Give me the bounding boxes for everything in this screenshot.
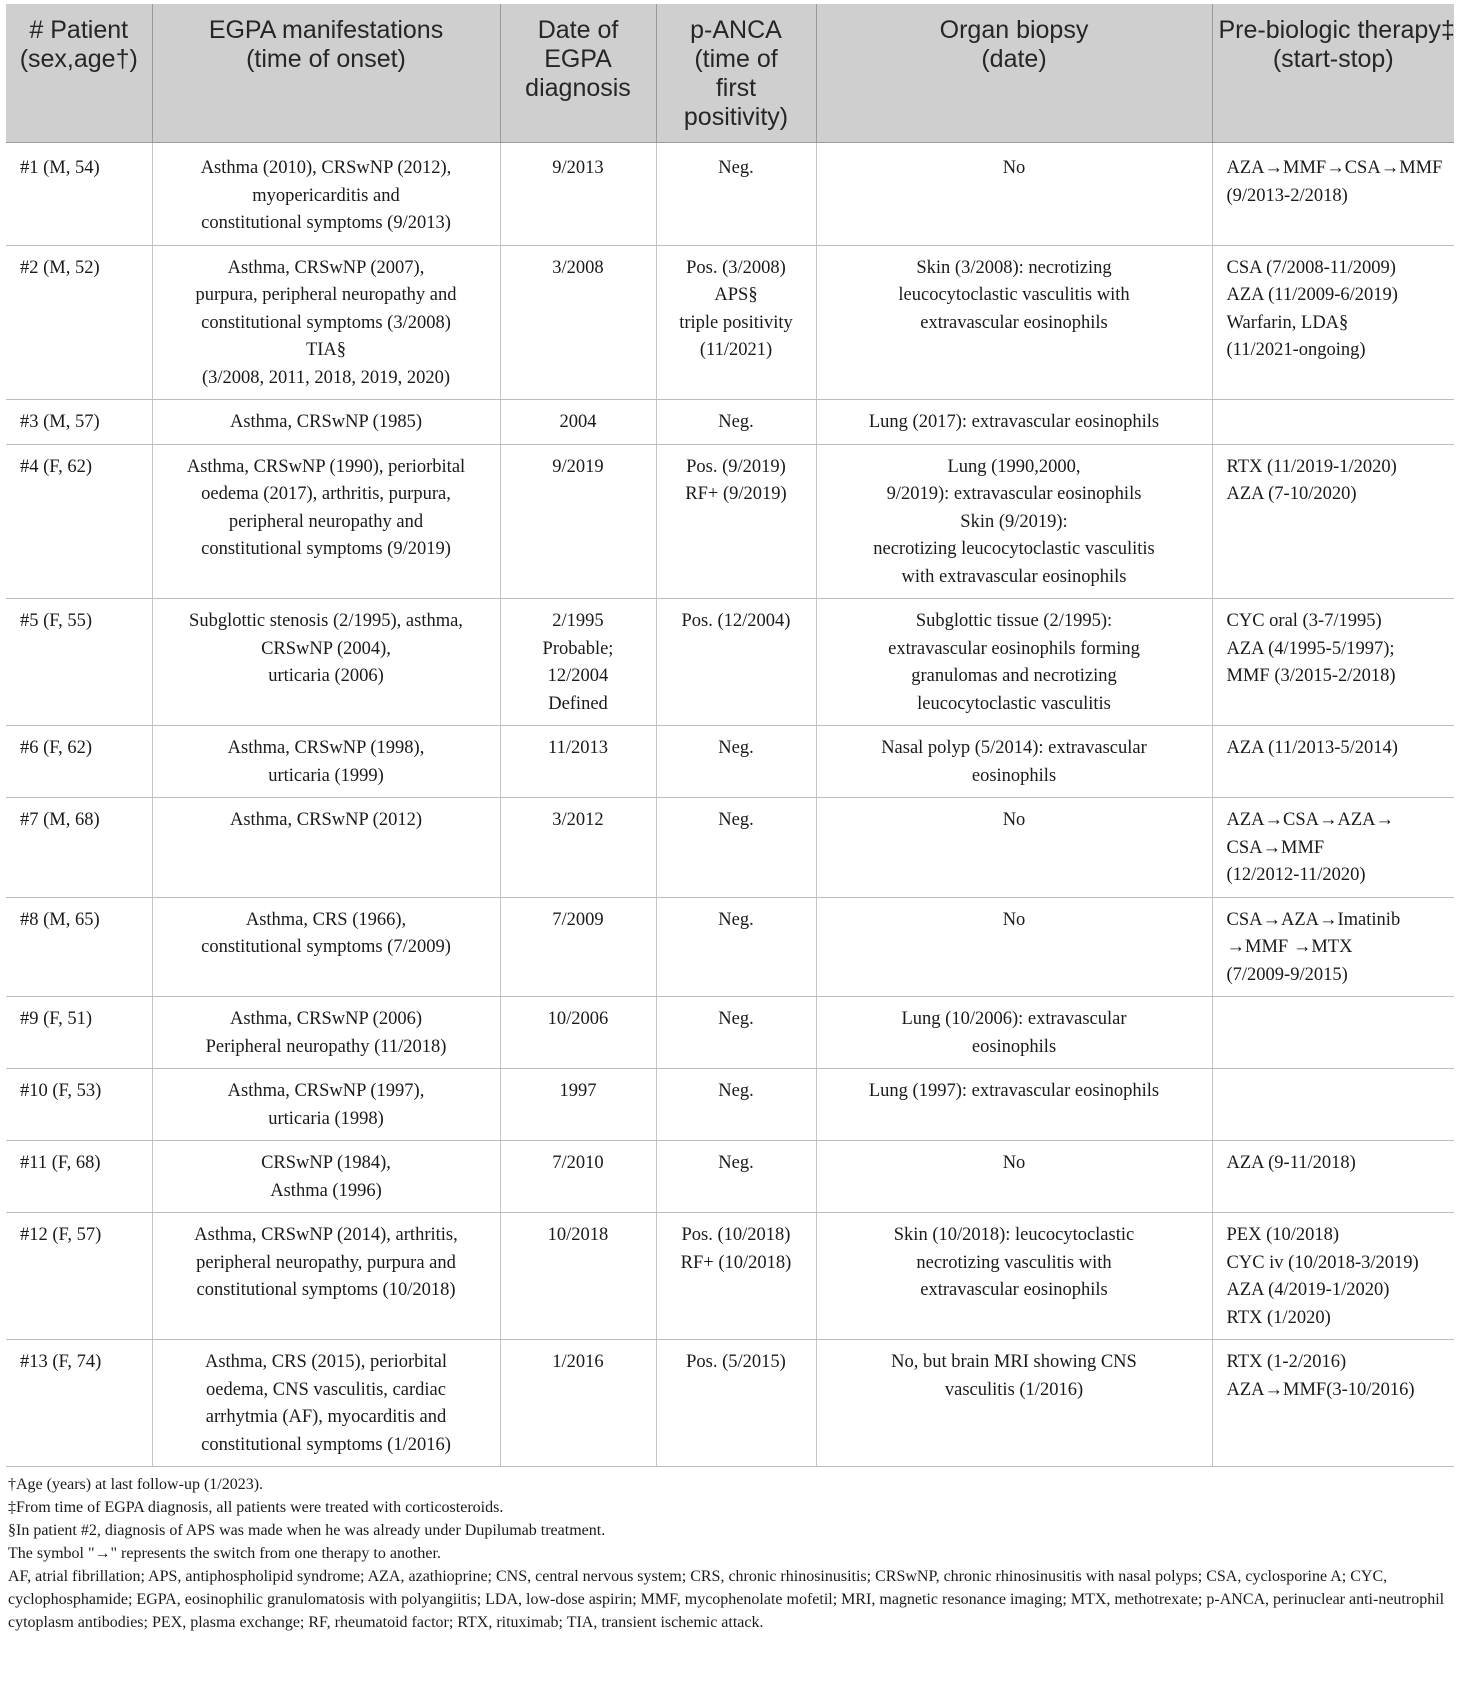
table-row <box>6 143 1454 246</box>
cell-manifestations <box>152 245 500 400</box>
cell-line: CSA→AZA→Imatinib <box>1226 909 1401 930</box>
cell-line: oedema (2017), arthritis, purpura, <box>201 484 451 504</box>
cell-patient <box>6 798 152 898</box>
cell-manifestations <box>152 400 500 445</box>
cell-panca <box>656 245 816 400</box>
cell-panca <box>656 1340 816 1467</box>
cell-line: Asthma, CRSwNP (1998), <box>227 738 425 758</box>
cell-panca <box>656 599 816 726</box>
cell-line: #4 (F, 62) <box>20 456 93 477</box>
cell-manifestations <box>152 143 500 246</box>
cell-line: Defined <box>548 693 608 714</box>
cell-line: Asthma, CRS (1966), <box>245 909 407 930</box>
cell-line: extravascular eosinophils <box>920 312 1108 333</box>
cell-line: purpura, peripheral neuropathy and <box>195 285 457 305</box>
cell-diagnosis-date <box>500 599 656 726</box>
cell-organ-biopsy <box>816 726 1212 798</box>
table-row <box>6 245 1454 400</box>
cell-manifestations <box>152 897 500 997</box>
cell-line: extravascular eosinophils forming <box>888 638 1140 659</box>
cell-line: No <box>1002 810 1026 830</box>
cell-patient <box>6 400 152 445</box>
cell-manifestations <box>152 1213 500 1340</box>
cell-panca <box>656 1213 816 1340</box>
cell-line: (3/2008, 2011, 2018, 2019, 2020) <box>201 367 451 388</box>
cell-organ-biopsy <box>816 245 1212 400</box>
cell-panca <box>656 1141 816 1213</box>
cell-line: AZA (4/1995-5/1997); <box>1226 638 1395 659</box>
cell-organ-biopsy <box>816 897 1212 997</box>
cell-line: 9/2019): extravascular eosinophils <box>886 484 1142 504</box>
cell-line: with extravascular eosinophils <box>901 566 1127 587</box>
cell-line: AZA (7-10/2020) <box>1226 484 1357 504</box>
cell-line: Pos. (3/2008) <box>686 257 786 278</box>
cell-line: (11/2021) <box>699 340 773 360</box>
table-row <box>6 400 1454 445</box>
footnote: †Age (years) at last follow-up (1/2023). <box>8 1476 264 1493</box>
cell-line: CYC iv (10/2018-3/2019) <box>1226 1252 1419 1273</box>
cell-line: leucocytoclastic vasculitis with <box>898 285 1130 305</box>
cell-line: 1997 <box>559 1081 597 1101</box>
cell-line: Lung (10/2006): extravascular <box>901 1009 1127 1029</box>
cell-line: 7/2009 <box>552 909 604 930</box>
cell-line: PEX (10/2018) <box>1226 1225 1340 1245</box>
header-row <box>6 4 1454 143</box>
cell-panca <box>656 444 816 599</box>
cell-organ-biopsy <box>816 400 1212 445</box>
cell-line: Neg. <box>718 1009 754 1029</box>
cell-line: 10/2018 <box>547 1225 609 1245</box>
cell-line: 7/2010 <box>552 1153 604 1173</box>
cell-line: Pos. (12/2004) <box>681 611 791 631</box>
header-line: (time of <box>694 45 778 73</box>
cell-line: peripheral neuropathy and <box>228 511 424 532</box>
cell-line: (11/2021-ongoing) <box>1226 340 1366 360</box>
cell-line: Asthma (1996) <box>270 1180 382 1201</box>
table-row <box>6 1340 1454 1467</box>
cell-patient <box>6 1340 152 1467</box>
cell-line: Neg. <box>718 909 754 930</box>
cell-line: #13 (F, 74) <box>20 1352 102 1372</box>
cell-line: Asthma (2010), CRSwNP (2012), <box>200 158 452 178</box>
cell-line: Pos. (5/2015) <box>686 1352 786 1372</box>
header-line: Pre-biologic therapy‡ <box>1218 16 1455 44</box>
cell-manifestations <box>152 599 500 726</box>
cell-line: MMF (3/2015-2/2018) <box>1226 666 1396 686</box>
cell-line: No <box>1002 909 1026 930</box>
cell-line: necrotizing vasculitis with <box>916 1252 1112 1273</box>
header-line: diagnosis <box>525 74 631 102</box>
cell-diagnosis-date <box>500 245 656 400</box>
cell-panca <box>656 798 816 898</box>
header-line: (sex,age†) <box>19 45 138 73</box>
cell-organ-biopsy <box>816 1213 1212 1340</box>
cell-line: (12/2012-11/2020) <box>1226 865 1366 885</box>
table-row <box>6 599 1454 726</box>
header-line: (time of onset) <box>246 45 406 73</box>
cell-therapy <box>1212 400 1454 445</box>
cell-line: Warfarin, LDA§ <box>1226 312 1349 333</box>
cell-line: oedema, CNS vasculitis, cardiac <box>206 1379 446 1400</box>
cell-line: →MMF →MTX <box>1226 937 1353 957</box>
cell-line: constitutional symptoms (9/2013) <box>201 213 451 233</box>
cell-diagnosis-date <box>500 400 656 445</box>
cell-line: RTX (1/2020) <box>1226 1307 1331 1328</box>
table-row <box>6 1069 1454 1141</box>
header-line: EGPA <box>544 45 612 73</box>
cell-line: CRSwNP (2004), <box>261 638 391 659</box>
footnote: §In patient #2, diagnosis of APS was made when he was already under Dupilumab treatment. <box>8 1522 606 1539</box>
cell-line: Asthma, CRSwNP (2007), <box>227 257 425 278</box>
header-line: p-ANCA <box>690 16 782 44</box>
cell-line: CYC oral (3-7/1995) <box>1226 611 1382 631</box>
header-line: (date) <box>981 45 1047 73</box>
cell-patient <box>6 599 152 726</box>
cell-line: 9/2013 <box>552 158 604 178</box>
cell-line: APS§ <box>714 285 758 305</box>
cell-line: #10 (F, 53) <box>20 1081 102 1101</box>
cell-line: vasculitis (1/2016) <box>944 1379 1084 1400</box>
cell-organ-biopsy <box>816 798 1212 898</box>
cell-line: Neg. <box>718 1153 754 1173</box>
cell-line: Subglottic tissue (2/1995): <box>915 611 1113 631</box>
footnotes <box>8 1473 1452 1565</box>
table-row <box>6 726 1454 798</box>
cell-manifestations <box>152 997 500 1069</box>
cell-line: eosinophils <box>971 1036 1057 1057</box>
cell-diagnosis-date <box>500 143 656 246</box>
cell-line: 3/2012 <box>552 810 604 830</box>
cell-diagnosis-date <box>500 726 656 798</box>
header-therapy <box>1212 4 1454 143</box>
cell-patient <box>6 1213 152 1340</box>
cell-line: #6 (F, 62) <box>20 738 93 758</box>
cell-line: RTX (11/2019-1/2020) <box>1226 456 1397 477</box>
cell-line: AZA→MMF(3-10/2016) <box>1226 1379 1415 1400</box>
footnote: The symbol "→" represents the switch from one therapy to another. <box>8 1545 441 1562</box>
table-row <box>6 997 1454 1069</box>
cell-diagnosis-date <box>500 897 656 997</box>
cell-line: Neg. <box>718 158 754 178</box>
cell-patient <box>6 997 152 1069</box>
cell-line: Asthma, CRSwNP (2012) <box>229 810 423 830</box>
cell-diagnosis-date <box>500 444 656 599</box>
document-page <box>6 4 1454 1634</box>
table-row <box>6 1213 1454 1340</box>
cell-panca <box>656 1069 816 1141</box>
cell-line: #12 (F, 57) <box>20 1225 102 1245</box>
cell-line: AZA→CSA→AZA→ <box>1226 810 1395 830</box>
cell-organ-biopsy <box>816 599 1212 726</box>
cell-line: eosinophils <box>971 765 1057 786</box>
cell-organ-biopsy <box>816 444 1212 599</box>
table-header <box>6 4 1454 143</box>
patients-table <box>6 4 1454 1467</box>
cell-line: extravascular eosinophils <box>920 1280 1108 1300</box>
cell-therapy <box>1212 1340 1454 1467</box>
header-manifestations <box>152 4 500 143</box>
cell-line: Neg. <box>718 1081 754 1101</box>
cell-line: Asthma, CRSwNP (1985) <box>229 412 423 432</box>
table-row <box>6 444 1454 599</box>
cell-line: 9/2019 <box>552 456 604 477</box>
cell-line: Asthma, CRSwNP (1990), periorbital <box>186 456 466 477</box>
cell-line: Subglottic stenosis (2/1995), asthma, <box>189 611 463 631</box>
cell-therapy <box>1212 1141 1454 1213</box>
cell-organ-biopsy <box>816 1141 1212 1213</box>
cell-organ-biopsy <box>816 143 1212 246</box>
cell-line: Neg. <box>718 738 754 758</box>
cell-therapy <box>1212 897 1454 997</box>
cell-therapy <box>1212 798 1454 898</box>
cell-line: #7 (M, 68) <box>20 810 100 830</box>
cell-therapy <box>1212 444 1454 599</box>
cell-therapy <box>1212 997 1454 1069</box>
cell-line: #5 (F, 55) <box>20 611 93 631</box>
cell-line: Nasal polyp (5/2014): extravascular <box>881 738 1147 758</box>
header-panca <box>656 4 816 143</box>
cell-line: 2/1995 <box>552 611 604 631</box>
cell-line: Neg. <box>718 810 754 830</box>
cell-patient <box>6 1141 152 1213</box>
cell-line: Asthma, CRSwNP (2006) <box>229 1009 423 1029</box>
cell-line: CRSwNP (1984), <box>261 1153 391 1173</box>
cell-line: (7/2009-9/2015) <box>1226 964 1348 985</box>
cell-line: AZA (11/2009-6/2019) <box>1226 285 1398 305</box>
header-line: Organ biopsy <box>939 16 1089 44</box>
cell-line: Lung (1997): extravascular eosinophils <box>868 1081 1160 1101</box>
cell-patient <box>6 726 152 798</box>
cell-line: constitutional symptoms (3/2008) <box>201 312 451 333</box>
cell-line: constitutional symptoms (9/2019) <box>201 539 451 559</box>
cell-organ-biopsy <box>816 1340 1212 1467</box>
cell-line: myopericarditis and <box>252 185 400 206</box>
cell-line: RTX (1-2/2016) <box>1226 1352 1347 1372</box>
header-line: EGPA manifestations <box>208 16 444 44</box>
cell-patient <box>6 143 152 246</box>
cell-line: 11/2013 <box>548 738 608 758</box>
cell-manifestations <box>152 1141 500 1213</box>
cell-line: urticaria (1998) <box>268 1108 384 1129</box>
cell-line: #8 (M, 65) <box>20 909 100 930</box>
cell-manifestations <box>152 444 500 599</box>
cell-line: 10/2006 <box>547 1009 609 1029</box>
cell-line: Skin (10/2018): leucocytoclastic <box>893 1225 1135 1245</box>
cell-line: 2004 <box>559 412 597 432</box>
cell-patient <box>6 1069 152 1141</box>
cell-line: #2 (M, 52) <box>20 257 100 278</box>
cell-line: leucocytoclastic vasculitis <box>917 693 1111 714</box>
cell-patient <box>6 897 152 997</box>
cell-panca <box>656 143 816 246</box>
cell-line: #1 (M, 54) <box>20 158 100 178</box>
cell-line: urticaria (1999) <box>268 765 384 786</box>
cell-line: Skin (3/2008): necrotizing <box>916 257 1112 278</box>
cell-line: Asthma, CRS (2015), periorbital <box>204 1352 448 1372</box>
cell-line: (9/2013-2/2018) <box>1226 185 1348 206</box>
cell-line: constitutional symptoms (7/2009) <box>201 937 451 957</box>
cell-line: RF+ (9/2019) <box>685 484 787 504</box>
cell-manifestations <box>152 798 500 898</box>
table-row <box>6 1141 1454 1213</box>
cell-diagnosis-date <box>500 798 656 898</box>
cell-line: 12/2004 <box>547 666 609 686</box>
cell-line: No <box>1002 158 1026 178</box>
cell-diagnosis-date <box>500 1141 656 1213</box>
cell-therapy <box>1212 245 1454 400</box>
cell-line: AZA (11/2013-5/2014) <box>1226 738 1398 758</box>
cell-line: #3 (M, 57) <box>20 412 100 432</box>
cell-line: 3/2008 <box>552 257 604 278</box>
cell-line: Pos. (10/2018) <box>681 1225 791 1245</box>
cell-line: #9 (F, 51) <box>20 1009 93 1029</box>
cell-line: arrhytmia (AF), myocarditis and <box>205 1407 447 1427</box>
header-diagnosis-date <box>500 4 656 143</box>
cell-line: urticaria (2006) <box>268 666 384 686</box>
cell-panca <box>656 897 816 997</box>
header-line: first <box>715 74 757 102</box>
cell-manifestations <box>152 726 500 798</box>
cell-line: Skin (9/2019): <box>960 511 1068 532</box>
cell-organ-biopsy <box>816 997 1212 1069</box>
cell-manifestations <box>152 1069 500 1141</box>
cell-line: Lung (1990,2000, <box>947 456 1081 477</box>
header-patient <box>6 4 152 143</box>
cell-line: constitutional symptoms (1/2016) <box>201 1434 451 1455</box>
cell-line: No, but brain MRI showing CNS <box>891 1352 1137 1372</box>
cell-therapy <box>1212 1213 1454 1340</box>
cell-panca <box>656 400 816 445</box>
cell-line: constitutional symptoms (10/2018) <box>196 1280 456 1300</box>
cell-panca <box>656 726 816 798</box>
cell-line: triple positivity <box>679 312 793 333</box>
cell-patient <box>6 444 152 599</box>
cell-therapy <box>1212 143 1454 246</box>
header-line: Date of <box>537 16 619 44</box>
cell-line: Peripheral neuropathy (11/2018) <box>205 1036 447 1057</box>
cell-line: AZA (4/2019-1/2020) <box>1226 1280 1390 1300</box>
cell-line: AZA (9-11/2018) <box>1226 1153 1356 1173</box>
table-row <box>6 798 1454 898</box>
cell-line: Pos. (9/2019) <box>686 456 786 477</box>
cell-line: TIA§ <box>305 340 347 360</box>
cell-diagnosis-date <box>500 1069 656 1141</box>
table-body <box>6 143 1454 1467</box>
cell-line: RF+ (10/2018) <box>680 1252 792 1273</box>
cell-manifestations <box>152 1340 500 1467</box>
cell-therapy <box>1212 1069 1454 1141</box>
header-line: # Patient <box>29 16 129 44</box>
header-organ-biopsy <box>816 4 1212 143</box>
cell-therapy <box>1212 726 1454 798</box>
cell-line: AZA→MMF→CSA→MMF <box>1226 158 1443 178</box>
table-footer <box>6 1467 1454 1634</box>
cell-panca <box>656 997 816 1069</box>
cell-diagnosis-date <box>500 1340 656 1467</box>
cell-patient <box>6 245 152 400</box>
table-row <box>6 897 1454 997</box>
cell-diagnosis-date <box>500 997 656 1069</box>
cell-line: Probable; <box>542 638 614 659</box>
cell-line: Neg. <box>718 412 754 432</box>
cell-line: #11 (F, 68) <box>20 1153 101 1173</box>
cell-therapy <box>1212 599 1454 726</box>
cell-line: granulomas and necrotizing <box>911 666 1117 686</box>
cell-line: Asthma, CRSwNP (1997), <box>227 1081 425 1101</box>
cell-organ-biopsy <box>816 1069 1212 1141</box>
cell-line: 1/2016 <box>552 1352 604 1372</box>
header-line: (start-stop) <box>1272 45 1394 73</box>
cell-line: CSA→MMF <box>1226 837 1325 858</box>
cell-line: peripheral neuropathy, purpura and <box>196 1252 456 1273</box>
cell-line: Lung (2017): extravascular eosinophils <box>868 412 1160 432</box>
cell-line: Asthma, CRSwNP (2014), arthritis, <box>194 1225 458 1245</box>
header-line: positivity) <box>683 103 789 131</box>
cell-line: No <box>1002 1153 1026 1173</box>
abbreviations-note: AF, atrial fibrillation; APS, antiphospholipid syndrome; AZA, azathioprine; CNS, central nervous system; CRS, chronic rhinosinusitis; CRSwNP, chronic rhinosinusitis with nasal polyps; CSA, cyclosporine A; CYC, cyclophosphamide; EGPA, eosinophilic granulomatosis with polyangiitis; LDA, low-dose aspirin; MMF, mycophenolate mofetil; MRI, magnetic resonance imaging; MTX, methotrexate; p-ANCA, perinuclear anti-neutrophil cytoplasm antibodies; PEX, plasma exchange; RF, rheumatoid factor; RTX, rituximab; TIA, transient ischemic attack. <box>8 1568 1445 1631</box>
cell-line: CSA (7/2008-11/2009) <box>1226 257 1396 278</box>
cell-line: necrotizing leucocytoclastic vasculitis <box>873 539 1155 559</box>
footnote: ‡From time of EGPA diagnosis, all patients were treated with corticosteroids. <box>8 1499 504 1516</box>
cell-diagnosis-date <box>500 1213 656 1340</box>
